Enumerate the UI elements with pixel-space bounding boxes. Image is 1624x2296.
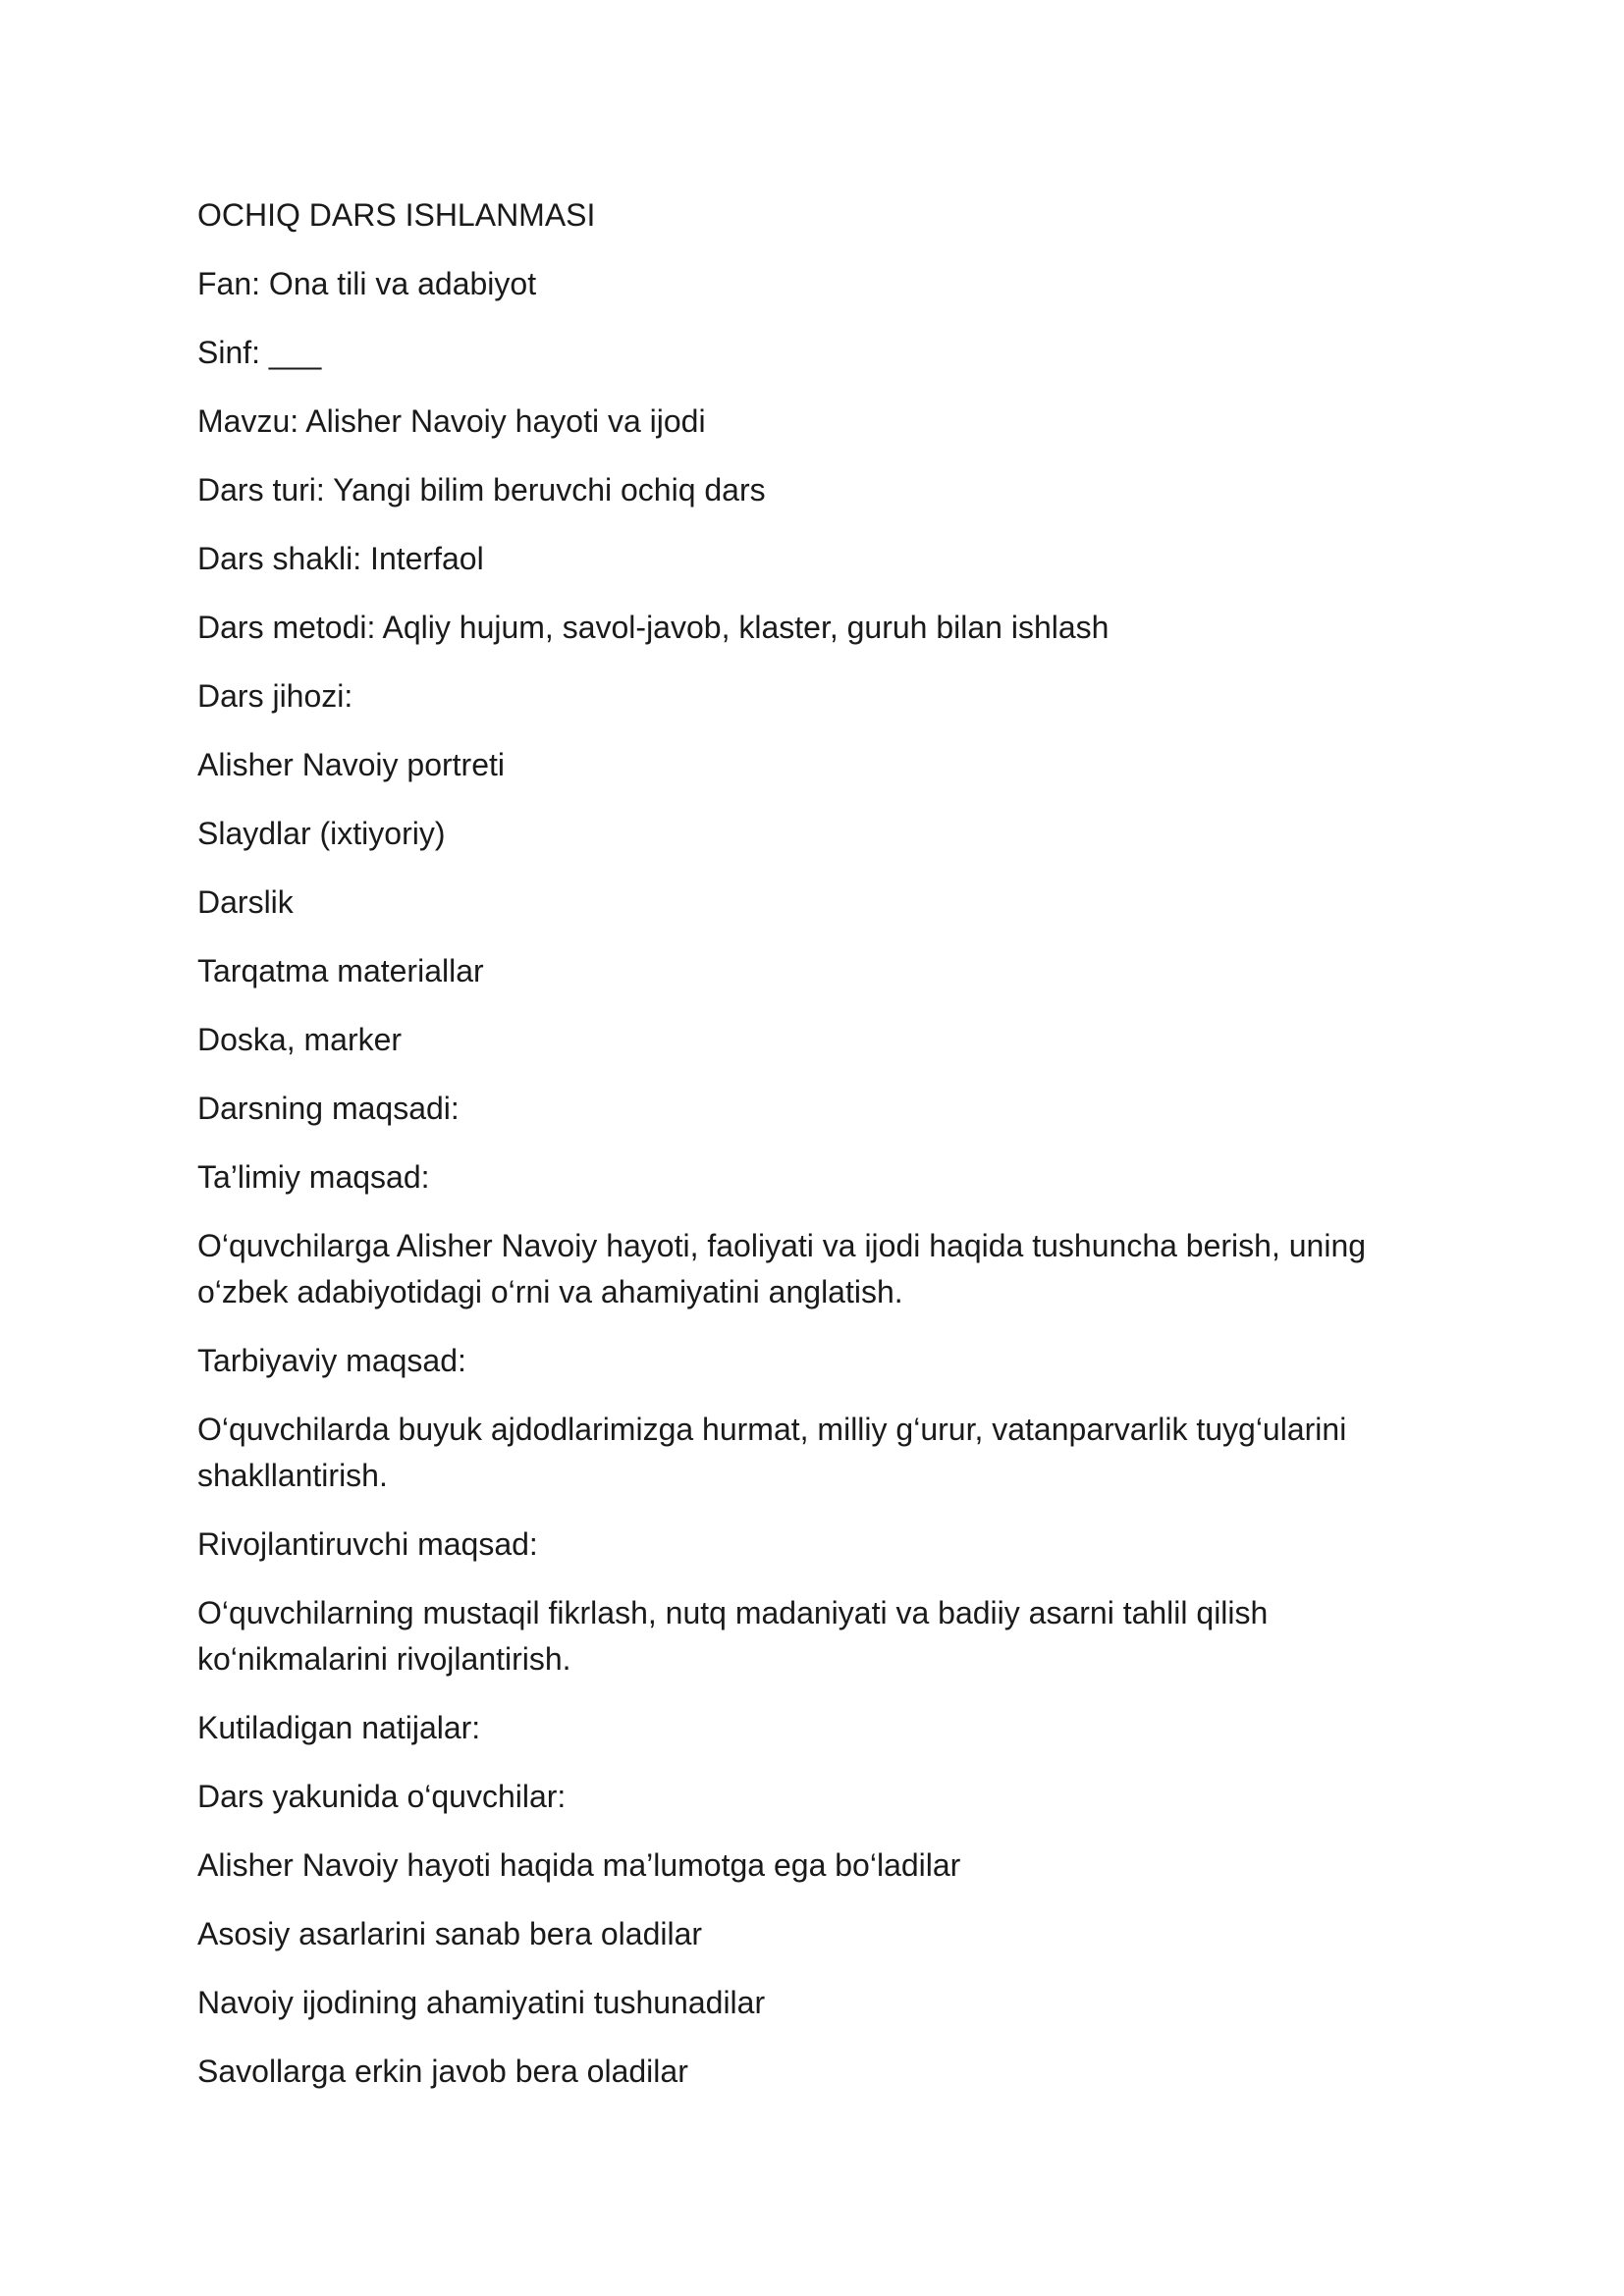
educational-goal-text: O‘quvchilarga Alisher Navoiy hayoti, faoliyati va ijodi haqida tushuncha berish, uning o‘zbek adabiyotidagi o‘rni va ahamiyatini anglatish. [197, 1228, 1367, 1309]
equipment-heading: Dars jihozi: [197, 678, 353, 714]
document-title: OCHIQ DARS ISHLANMASI [197, 197, 596, 233]
educational-goal-heading: Ta’limiy maqsad: [197, 1159, 430, 1195]
document-body [197, 192, 1415, 2117]
outcomes-intro: Dars yakunida o‘quvchilar: [197, 1779, 567, 1814]
equipment-item: Doska, marker [197, 1022, 403, 1057]
subject-line: Fan: Ona tili va adabiyot [197, 266, 537, 301]
outcome-item: Savollarga erkin javob bera oladilar [197, 2054, 688, 2089]
outcomes-heading: Kutiladigan natijalar: [197, 1710, 481, 1745]
equipment-item: Darslik [197, 884, 294, 920]
equipment-item: Tarqatma materiallar [197, 953, 484, 988]
goals-heading: Darsning maqsadi: [197, 1091, 460, 1126]
developmental-goal-heading: Rivojlantiruvchi maqsad: [197, 1526, 538, 1562]
outcome-item: Asosiy asarlarini sanab bera oladilar [197, 1916, 703, 1951]
lesson-form-line: Dars shakli: Interfaol [197, 541, 484, 576]
class-line: Sinf: ___ [197, 335, 322, 370]
lesson-method-line: Dars metodi: Aqliy hujum, savol-javob, klaster, guruh bilan ishlash [197, 610, 1110, 645]
outcome-item: Navoiy ijodining ahamiyatini tushunadilar [197, 1985, 766, 2020]
equipment-item: Slaydlar (ixtiyoriy) [197, 816, 446, 851]
topic-line: Mavzu: Alisher Navoiy hayoti va ijodi [197, 403, 706, 439]
lesson-type-line: Dars turi: Yangi bilim beruvchi ochiq dars [197, 472, 766, 507]
upbringing-goal-heading: Tarbiyaviy maqsad: [197, 1343, 466, 1378]
equipment-item: Alisher Navoiy portreti [197, 747, 505, 782]
developmental-goal-text: O‘quvchilarning mustaqil fikrlash, nutq madaniyati va badiiy asarni tahlil qilish ko‘nikmalarini rivojlantirish. [197, 1595, 1269, 1677]
upbringing-goal-text: O‘quvchilarda buyuk ajdodlarimizga hurmat, milliy g‘urur, vatanparvarlik tuyg‘ularini shakllantirish. [197, 1412, 1347, 1493]
outcome-item: Alisher Navoiy hayoti haqida ma’lumotga ega bo‘ladilar [197, 1847, 961, 1883]
